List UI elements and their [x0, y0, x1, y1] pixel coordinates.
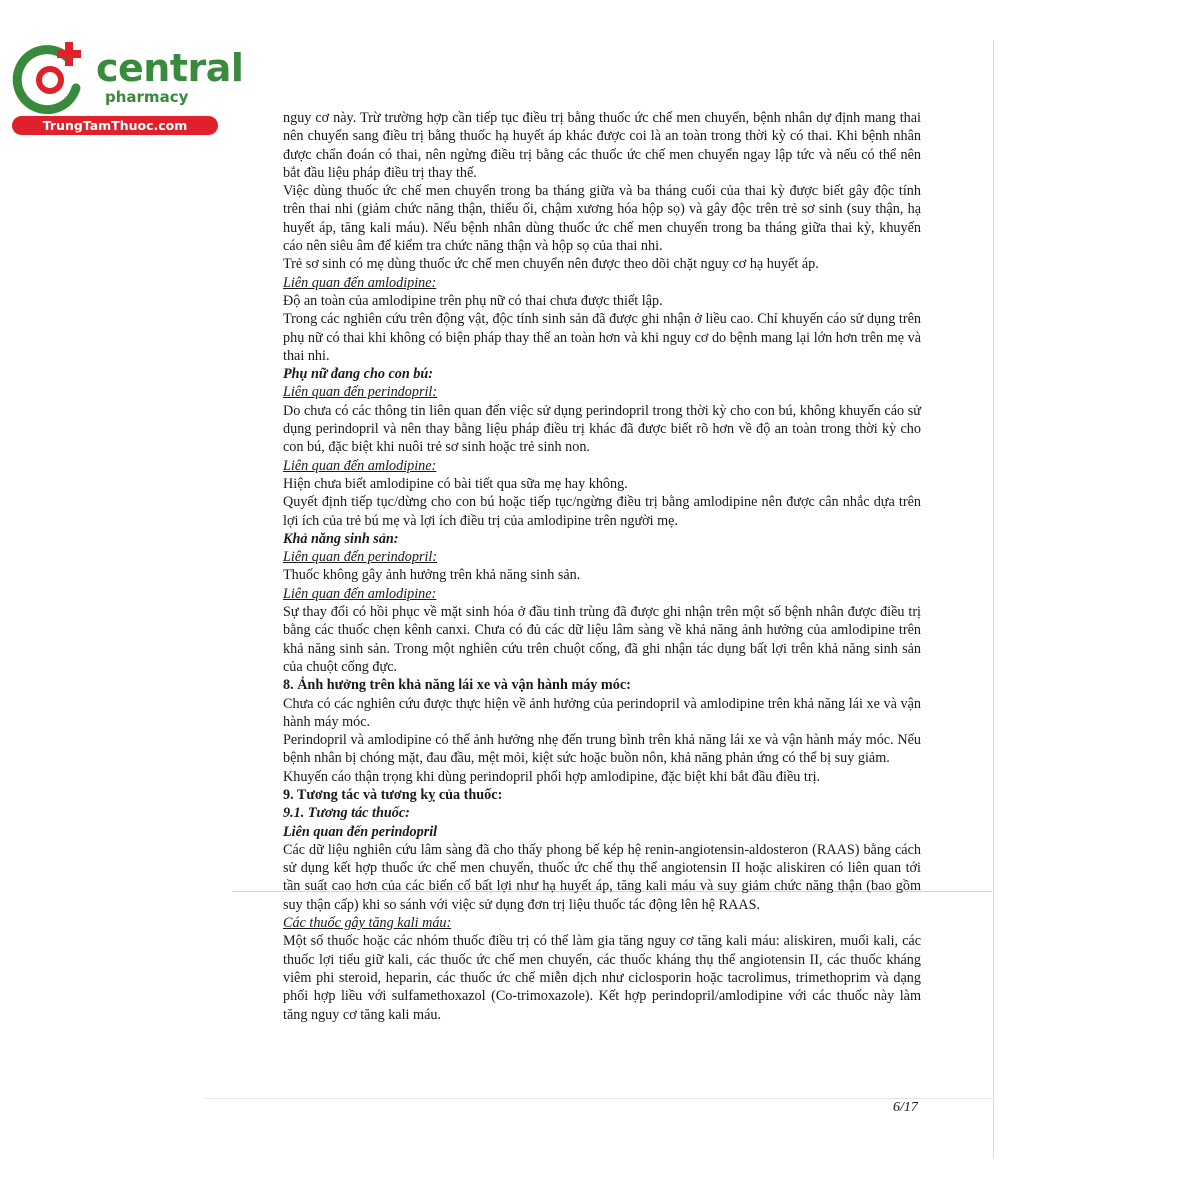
paragraph: Việc dùng thuốc ức chế men chuyển trong ba tháng giữa và ba tháng cuối của thai kỳ được biết gây độc tính trên thai nhi (giảm chức năng thận, thiểu ối, chậm xương hóa hộp sọ) và gây độc trên trẻ sơ sinh (suy thận, hạ huyết áp, tăng kali máu). Nếu bệnh nhân dùng thuốc ức chế men chuyển trong ba tháng giữa thai kỳ, khuyến cáo nên siêu âm để kiểm tra chức năng thận và hộp sọ của thai nhi. — [283, 183, 921, 255]
paragraph: Trẻ sơ sinh có mẹ dùng thuốc ức chế men chuyển nên được theo dõi chặt nguy cơ hạ huyết áp. — [283, 256, 819, 273]
page-number: 6/17 — [893, 1100, 918, 1115]
paragraph: Hiện chưa biết amlodipine có bài tiết qua sữa mẹ hay không. — [283, 475, 628, 492]
subheading: Liên quan đến amlodipine: — [283, 457, 437, 474]
page-edge-divider — [993, 40, 994, 1158]
section-heading: Phụ nữ đang cho con bú: — [283, 366, 434, 383]
central-pharmacy-logo — [10, 36, 244, 136]
paragraph: Độ an toàn của amlodipine trên phụ nữ có thai chưa được thiết lập. — [283, 292, 663, 309]
paragraph: Trong các nghiên cứu trên động vật, độc tính sinh sản đã được ghi nhận ở liều cao. Chỉ khuyến cáo sử dụng trên phụ nữ có thai khi không có biện pháp thay thế an toàn hơn và khi nguy cơ do bệnh mang lại lớn hơn trên mẹ và thai nhi. — [283, 311, 921, 364]
footer-divider — [205, 1098, 995, 1099]
subheading: Các thuốc gây tăng kali máu: — [283, 915, 452, 932]
logo-website: TrungTamThuoc.com — [12, 116, 218, 135]
subheading: Liên quan đến amlodipine: — [283, 585, 437, 602]
section-heading: Khả năng sinh sản: — [283, 530, 399, 547]
logo-subtitle: pharmacy — [105, 88, 189, 106]
logo-name: central — [96, 46, 244, 90]
paragraph: Sự thay đổi có hồi phục về mặt sinh hóa ở đầu tinh trùng đã được ghi nhận trên một số bệnh nhân được điều trị bằng các thuốc chẹn kênh canxi. Chưa có đủ các dữ liệu lâm sàng về khả năng ảnh hưởng của amlodipine trên khả năng sinh sản. Trong một nghiên cứu trên chuột cống, đã ghi nhận tác dụng bất lợi trên khả năng sinh sản của chuột cống đực. — [283, 604, 921, 675]
section-heading: Liên quan đến perindopril — [283, 823, 438, 840]
section-heading: 8. Ảnh hưởng trên khả năng lái xe và vận hành máy móc: — [283, 677, 631, 694]
paragraph: Perindopril và amlodipine có thể ảnh hưởng nhẹ đến trung bình trên khả năng lái xe và vận hành máy móc. Nếu bệnh nhân bị chóng mặt, đau đầu, mệt mỏi, kiệt sức hoặc buồn nôn, khả năng phản ứng có thể bị suy giảm. — [283, 732, 921, 767]
section-heading: 9. Tương tác và tương kỵ của thuốc: — [283, 786, 503, 803]
section-heading: 9.1. Tương tác thuốc: — [283, 805, 410, 822]
subheading: Liên quan đến perindopril: — [283, 384, 438, 401]
paragraph: Thuốc không gây ảnh hưởng trên khả năng sinh sản. — [283, 567, 581, 584]
paragraph: Do chưa có các thông tin liên quan đến việc sử dụng perindopril trong thời kỳ cho con bú, không khuyến cáo sử dụng perindopril và nên thay bằng liệu pháp điều trị khác đã được biết rõ hơn về độ an toàn trong thời kỳ cho con bú, đặc biệt khi nuôi trẻ sơ sinh hoặc trẻ sinh non. — [283, 402, 921, 456]
paragraph: Các dữ liệu nghiên cứu lâm sàng đã cho thấy phong bế kép hệ renin-angiotensin-aldosteron (RAAS) bằng cách sử dụng kết hợp thuốc ức chế men chuyển, thuốc ức chế thụ thể angiotensin II hoặc aliskiren có liên quan tới tần suất cao hơn của các biến cố bất lợi như hạ huyết áp, tăng kali máu và suy giảm chức năng thận (bao gồm suy thận cấp) khi so sánh với việc sử dụng đơn trị liệu thuốc tác động lên hệ RAAS. — [283, 841, 921, 913]
paragraph: Một số thuốc hoặc các nhóm thuốc điều trị có thể làm gia tăng nguy cơ tăng kali máu: aliskiren, muối kali, các thuốc lợi tiểu giữ kali, các thuốc ức chế men chuyển, các thuốc kháng thụ thể angiotensin II, các thuốc kháng viêm phi steroid, heparin, các thuốc ức chế miễn dịch như ciclosporin hoặc tacrolimus, trimethoprim và dạng phối hợp liều với sulfamethoxazol (Co-trimoxazole). Kết hợp perindopril/amlodipine với các thuốc này làm tăng nguy cơ tăng kali máu. — [283, 933, 921, 1023]
paragraph: Quyết định tiếp tục/dừng cho con bú hoặc tiếp tục/ngừng điều trị bằng amlodipine nên được cân nhắc dựa trên lợi ích của trẻ bú mẹ và lợi ích điều trị của amlodipine trên người mẹ. — [283, 494, 921, 529]
pharmacy-cross-logo-icon — [10, 36, 90, 116]
paragraph: nguy cơ này. Trừ trường hợp cần tiếp tục điều trị bằng thuốc ức chế men chuyển, bệnh nhân dự định mang thai nên chuyển sang điều trị bằng thuốc hạ huyết áp khác được coi là an toàn trong thời kỳ có thai. Khi bệnh nhân được chẩn đoán có thai, nên ngừng điều trị bằng các thuốc ức chế men chuyển ngay lập tức và nếu có thể nên bắt đầu liệu pháp điều trị thay thế. — [283, 110, 921, 181]
document-body — [283, 109, 921, 1024]
subheading: Liên quan đến amlodipine: — [283, 274, 437, 291]
paragraph: Chưa có các nghiên cứu được thực hiện về ảnh hưởng của perindopril và amlodipine trên khả năng lái xe và vận hành máy móc. — [283, 695, 921, 730]
paragraph: Khuyến cáo thận trọng khi dùng perindopril phối hợp amlodipine, đặc biệt khi bắt đầu điều trị. — [283, 768, 821, 785]
subheading: Liên quan đến perindopril: — [283, 549, 438, 566]
